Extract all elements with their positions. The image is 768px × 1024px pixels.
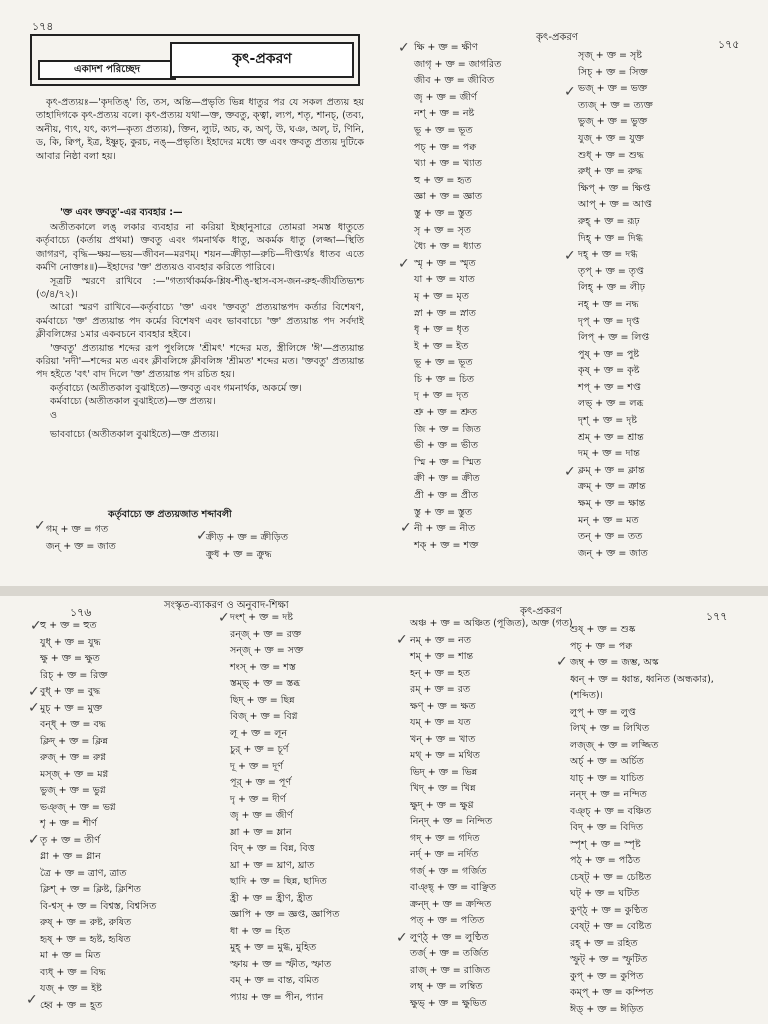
- word-entry: শম্ + ক্ত = শান্ত: [410, 651, 474, 662]
- running-head: কৃৎ-প্রকরণ: [536, 32, 578, 43]
- word-entry: ভজ্ + ক্ত = ভক্ত: [578, 83, 648, 95]
- word-entry: রম্ + ক্ত = রত: [410, 684, 471, 695]
- word-entry: খন্ + ক্ত = খাত: [410, 733, 476, 745]
- word-entry: হ্রী + ক্ত = হ্রীণ, হ্রীত: [230, 892, 313, 904]
- word-entry: ত্যজ্ + ক্ত = ত্যক্ত: [578, 99, 653, 111]
- word-entry: খ্যা + ক্ত = খ্যাত: [414, 158, 482, 170]
- usage-paragraphs: [36, 221, 364, 442]
- paragraph-ktavatu-forms: 'ক্তবতু' প্রত্যয়ান্ত শব্দের রূপ পুংলিঙ্গে 'শ্রীমৎ' শব্দের মত, স্ত্রীলিঙ্গে 'ঈ'—প্রত্যয়ান্ত করিয়া 'নদী'—শব্দের মত এবং ক্লীবলিঙ্গে ক্লীবলিঙ্গ 'শ্রীমত' শব্দের মত। 'ক্তবতু' প্রত্যয়ান্ত পদ হইতে 'বৎ' বাদ দিলে 'ক্ত' প্রত্যয়ান্ত পদ রচিত হয়।: [36, 342, 364, 381]
- word-entry: হন্ + ক্ত = হত: [410, 667, 471, 679]
- word-entry: ছাদি + ক্ত = ছিন্ন, ছাদিত: [230, 876, 327, 887]
- word-entry: শৄ + ক্ত = শীর্ণ: [40, 818, 97, 829]
- word-entry: পত্ + ক্ত = পতিত: [410, 915, 485, 926]
- word-entry: দৄ + ক্ত = দীর্ণ: [230, 793, 286, 805]
- word-entry: নিন্দ্ + ক্ত = নিন্দিত: [410, 816, 493, 827]
- word-entry: মথ্ + ক্ত = মথিত: [410, 750, 480, 761]
- word-entry: যজ্ + ক্ত = ইষ্ট: [40, 983, 102, 994]
- word-entry: চুর্ + ক্ত = চূর্ণ: [230, 744, 289, 755]
- word-entry: খিদ্ + ক্ত = খিন্ন: [410, 783, 476, 794]
- word-entry: পুষ্ + ক্ত = পুষ্ট: [578, 348, 640, 360]
- word-entry: বি-শ্বস্ + ক্ত = বিশ্বস্ত, বিশ্বসিত: [40, 900, 157, 912]
- word-entry: প্রী + ক্ত = প্রীত: [414, 490, 478, 502]
- word-entry: চি + ক্ত = চিত: [414, 373, 475, 385]
- word-entry: নম্ + ক্ত = নত: [410, 634, 471, 646]
- word-entry: ক্ষম্ + ক্ত = ক্ষান্ত: [578, 498, 646, 510]
- paragraph-remember: আরো স্মরণ রাখিবে—কর্তৃবাচ্যে 'ক্ত' এবং 'ক্তবতু' প্রত্যয়ান্তপদ কর্তার বিশেষণ, কর্মবাচ্যে 'ক্ত' প্রত্যয়ান্ত পদ কর্মের বিশেষণ এবং ভাববাচ্যে 'ক্ত' প্রত্যয়ান্ত পদ সর্বদাই ক্লীবলিঙ্গের ১মার একবচনে ব্যবহার হইবে।: [36, 302, 364, 341]
- word-entry: ই + ক্ত = ইত: [414, 340, 469, 352]
- word-entry: স্না + ক্ত = স্নাত: [414, 307, 476, 319]
- word-entry: হু + ক্ত = হৃত: [414, 174, 472, 186]
- word-entry: ক্ষণ্ + ক্ত = ক্ষত: [410, 700, 476, 712]
- page-number: ১৭৬: [70, 606, 92, 619]
- word-entry: যুজ্ + ক্ত = যুক্ত: [578, 132, 644, 144]
- examples-left-column: [46, 522, 116, 555]
- word-entry: ভিদ্ + ক্ত = ভিন্ন: [410, 766, 478, 778]
- word-entry: অর্চ্ + ক্ত = অর্চিত: [570, 756, 644, 767]
- word-entry: যুধ্ + ক্ত = যুদ্ধ: [40, 636, 101, 648]
- word-entry: নন্দ্ + ক্ত = নন্দিত: [570, 789, 647, 800]
- example-item: ক্রুধ + ক্ত = ক্রুদ্ধ: [206, 548, 272, 560]
- word-entry: নর্দ্ + ক্ত = নর্দিত: [410, 849, 479, 860]
- handwritten-tick-icon: ✓: [30, 618, 42, 634]
- word-entry: বিদ্ + ক্ত = বিন্ন, বিত্ত: [230, 843, 315, 854]
- word-entry: জি + ক্ত = জিত: [414, 423, 481, 435]
- word-entry: ভী + ক্ত = ভীত: [414, 440, 478, 452]
- word-entry: দৃপ্ + ক্ত = দৃপ্ত: [578, 315, 640, 327]
- word-entry: মুহ্ + ক্ত = মুগ্ধ, মুহিত: [230, 942, 317, 953]
- word-entry: ক্ষুদ্ + ক্ত = ক্ষুণ্ণ: [410, 799, 474, 811]
- word-entry: হু + ক্ত = হুত: [40, 620, 97, 631]
- word-entry: শক্ + ক্ত = শক্ত: [414, 539, 479, 551]
- word-entry: বুধ্ + ক্ত = বুদ্ধ: [40, 686, 101, 697]
- word-entry: দৃশ্ + ক্ত = দৃষ্ট: [578, 415, 637, 427]
- word-entry: রন্জ্ + ক্ত = রক্ত: [230, 628, 302, 640]
- word-entry: জন্ + ক্ত = জাত: [578, 547, 648, 559]
- word-entry: দহ্ + ক্ত = দগ্ধ: [578, 249, 638, 261]
- word-entry: রুহ্ + ক্ত = রূঢ়: [578, 215, 640, 227]
- word-entry: প্যায় + ক্ত = পীন, প্যান: [230, 991, 324, 1003]
- handwritten-tick-icon: ✓: [396, 632, 408, 648]
- word-entry: তন্ + ক্ত = তত: [578, 531, 643, 543]
- word-entry: লিহ্ + ক্ত = লীঢ়: [578, 282, 645, 294]
- word-entry: তৃপ্ + ক্ত = তৃপ্ত: [578, 265, 644, 277]
- word-entry: লিখ্ + ক্ত = লিখিত: [570, 723, 650, 734]
- word-entry: রুষ্ + ক্ত = রুষ্ট, রুষিত: [40, 917, 132, 928]
- word-entry: ভূ + ক্ত = ভূত: [414, 357, 473, 369]
- word-entry: মুচ্ + ক্ত = মুক্ত: [40, 702, 103, 714]
- word-entry: শ্রু + ক্ত = শ্রুত: [414, 407, 478, 419]
- word-entry: জাগৃ + ক্ত = জাগরিত: [414, 58, 502, 70]
- word-entry: মৃ + ক্ত = মৃত: [414, 290, 469, 302]
- word-entry: নী + ক্ত = নীত: [414, 523, 476, 535]
- word-entry: শংস্ + ক্ত = শস্ত: [230, 661, 296, 673]
- word-entry: ব্যধ্ + ক্ত = বিদ্ধ: [40, 966, 106, 978]
- word-entry: ভুজ্ + ক্ত = ভুক্ত: [578, 116, 648, 128]
- word-entry: লূ + ক্ত = লূন: [230, 727, 288, 739]
- word-entry: তর্জ্ + ক্ত = তর্জিত: [410, 948, 489, 959]
- handwritten-tick-icon: ✓: [396, 930, 408, 946]
- word-entry: দৃ + ক্ত = দৃত: [414, 390, 469, 402]
- handwritten-tick-icon: ✓: [398, 256, 410, 272]
- word-entry: জীব + ক্ত = জীবিত: [414, 75, 495, 87]
- handwritten-tick-icon: ✓: [556, 654, 568, 670]
- paragraph-usage: অতীতকালে লঙ্ লকার ব্যবহার না করিয়া ইচ্ছানুসারে তোমরা সমস্ত ধাতুতে কর্তৃবাচ্যে (কর্তায় প্রথমা) ক্তবতু এবং গমনার্থক ধাতু, অকর্মক ধাতু (লজ্জা—স্থিতি জাগরণ, বৃদ্ধি—ক্ষয়—ভয়—জীবন—মরণম্। শয়ন—ক্রীড়া—রুচি—দীপ্ত্যর্থঃ ধাতব এতে কর্মণি নোক্তাঃ॥)—ইহাদের 'ক্ত' প্রত্যয়ও ব্যবহার করিতে পারিবে।: [36, 222, 364, 274]
- word-entry: ক্লিদ্ + ক্ত = ক্লিন্ন: [40, 735, 108, 747]
- word-entry: ক্ষু + ক্ত = ক্ষুত: [40, 653, 100, 664]
- word-entry: ধা + ক্ত = হিত: [230, 925, 291, 937]
- word-entry: ম্লা + ক্ত = ম্লান: [230, 826, 292, 838]
- word-entry: মা + ক্ত = মিত: [40, 950, 101, 961]
- word-entry: রাজ্ + ক্ত = রাজিত: [410, 964, 491, 976]
- handwritten-tick-icon: ✓: [28, 684, 40, 700]
- word-entry: বেষ্ট্ + ক্ত = বেষ্টিত: [570, 921, 652, 932]
- word-entry: জৄ + ক্ত = জীর্ণ: [414, 91, 477, 103]
- word-entry: পচ্ + ক্ত = পক্ব: [414, 141, 477, 153]
- word-entry: সৃজ্ + ক্ত = সৃষ্ট: [578, 50, 642, 61]
- word-entry: রুজ্ + ক্ত = রুগ্ন: [40, 752, 107, 763]
- word-entry: ক্রম্ + ক্ত = ক্রান্ত: [578, 481, 646, 493]
- handwritten-tick-icon: ✓: [28, 700, 40, 716]
- word-list-column-1: [414, 40, 501, 554]
- handwritten-tick-icon: ✓: [400, 520, 412, 536]
- word-entry: কুপ্ + ক্ত = কুপিত: [570, 970, 644, 982]
- running-head: কৃৎ-প্রকরণ: [520, 606, 562, 617]
- chapter-header-box: [30, 34, 360, 86]
- word-entry: ক্লিশ্ + ক্ত = ক্লিষ্ট, ক্লিশিত: [40, 884, 141, 895]
- word-entry: ক্ষি + ক্ত = ক্ষীণ: [414, 42, 478, 53]
- word-entry: কুণ্ঠ্ + ক্ত = কুণ্ঠিত: [570, 904, 648, 916]
- word-list-column-2: [578, 48, 653, 562]
- word-entry: ঘ্রা + ক্ত = ঘ্রাণ, ঘ্রাত: [230, 859, 315, 871]
- word-entry: সিচ্ + ক্ত = সিক্ত: [578, 66, 648, 78]
- word-entry: লজ্জ্ + ক্ত = লজ্জিত: [570, 739, 659, 751]
- chapter-title: কৃৎ-প্রকরণ: [170, 42, 354, 78]
- word-entry: ভূ + ক্ত = ভূত: [414, 124, 473, 136]
- word-entry: হৃষ্ + ক্ত = হৃষ্ট, হৃষিত: [40, 933, 131, 945]
- word-entry: মস্জ্ + ক্ত = মগ্ন: [40, 768, 109, 780]
- page-177: [384, 596, 768, 1024]
- word-entry: কম্প্ + ক্ত = কম্পিত: [570, 987, 654, 998]
- word-entry: লিপ্ + ক্ত = লিপ্ত: [578, 332, 650, 344]
- word-entry: বিদ্ + ক্ত = বিদিত: [570, 822, 644, 833]
- examples-right-column: [206, 530, 288, 563]
- subheading-kta-ktavatu: 'ক্ত এবং ক্তবতু'-এর ব্যবহার :—: [60, 207, 183, 218]
- word-entry: (শব্দিত)।: [570, 690, 603, 701]
- word-entry: লুণ্ঠ্ + ক্ত = লুণ্ঠিত: [410, 931, 489, 943]
- word-entry: ত্রৈ + ক্ত = ত্রাণ, ত্রাত: [40, 867, 127, 879]
- word-entry: গর্জ্ + ক্ত = গর্জিত: [410, 865, 487, 877]
- word-entry: শুধ্ + ক্ত = শুদ্ধ: [578, 149, 644, 161]
- word-entry: দিহ্ + ক্ত = দিগ্ধ: [578, 232, 643, 244]
- word-entry: যা + ক্ত = যাত: [414, 274, 475, 286]
- word-entry: বঞ্চ্ + ক্ত = বঞ্চিত: [570, 805, 652, 817]
- word-entry: শপ্ + ক্ত = শপ্ত: [578, 381, 641, 393]
- word-entry: ঈড্ + ক্ত = ঈড়িত: [570, 1003, 644, 1015]
- word-entry: হ্বে + ক্ত = হূত: [40, 999, 103, 1011]
- word-entry: দম্ + ক্ত = দান্ত: [578, 448, 640, 460]
- word-entry: বম্ + ক্ত = বান্ত, বমিত: [230, 975, 319, 986]
- word-entry: ক্লম্ + ক্ত = ক্লান্ত: [578, 464, 645, 476]
- word-entry: গ্লা + ক্ত = গ্লান: [40, 851, 101, 862]
- paragraph-krit-definition: কৃৎ-প্রত্যয়ঃ—'কৃদতিঙ্' তি, তস, অন্তি—প্রভৃতি ভিন্ন ধাতুর পর যে সকল প্রত্যয় হয় তাহাদিগকে কৃৎ-প্রত্যয় বলে। কৃৎ-প্রত্যয় যথা—ক্ত, ক্তবতু, ক্ত্বা, ল্যপ, শতৃ, শানচ্, (তব্য, অনীয়, ণ্যৎ, যৎ, ক্যপ—কৃত্য প্রত্যয়), ক্তিন, ল্যুট, অচ, ক, অণ্, উ, ঘঞ, অল্, ট, ণিনি, ড, কি, ক্বিপ্, ইত্র, ইষ্ণুচ্, কুরচ, নঙ্—প্রভৃতি। ইহাদের মধ্যে ক্ত এবং ক্তবতু প্রত্যয় দুটিকে আবার নিষ্ঠা বলা হয়।: [36, 97, 364, 162]
- word-entry: সৃ + ক্ত = সৃত: [414, 224, 471, 236]
- word-entry: পঠ্ + ক্ত = পঠিত: [570, 855, 641, 866]
- word-list-column-1: [40, 618, 156, 1014]
- page-number: ১৭৫: [718, 38, 740, 51]
- word-entry: ভঞ্জ্ + ক্ত = ভগ্ন: [40, 801, 116, 813]
- word-entry: দূ + ক্ত = দূর্ণ: [230, 760, 283, 772]
- page-number: ১৭৪: [32, 20, 54, 33]
- word-entry: জৄ + ক্ত = জীর্ণ: [230, 810, 293, 821]
- word-entry: ধ্বন্ + ক্ত = ধ্বান্ত, ধ্বনিত (অন্ধকার),: [570, 673, 714, 685]
- word-entry: বিজ্ + ক্ত = বিগ্ন: [230, 711, 298, 722]
- handwritten-tick-icon: ✓: [564, 84, 576, 100]
- word-entry: ছিদ্ + ক্ত = ছিন্ন: [230, 694, 295, 706]
- word-entry: জ্ঞা + ক্ত = জ্ঞাত: [414, 191, 483, 203]
- handwritten-tick-icon: ✓: [398, 40, 410, 56]
- word-entry: পচ্ + ক্ত = পক্ব: [570, 640, 633, 652]
- word-entry: স্তু + ক্ত = স্তুত: [414, 506, 473, 518]
- word-entry: তৄ + ক্ত = তীর্ণ: [40, 834, 100, 846]
- word-entry: পূর্ + ক্ত = পূর্ণ: [230, 777, 292, 788]
- chapter-number-label: একাদশ পরিচ্ছেদ: [38, 60, 176, 80]
- rule-connector: ও: [50, 409, 57, 421]
- word-entry: গদ্ + ক্ত = গদিত: [410, 832, 480, 844]
- word-entry: নশ্ + ক্ত = নষ্ট: [414, 108, 475, 120]
- word-entry: স্ফায় + ক্ত = স্ফীত, স্ফাত: [230, 958, 332, 970]
- word-entry: স্তম্ভ্ + ক্ত = স্তব্ধ: [230, 678, 301, 689]
- word-entry: কৃষ্ + ক্ত = কৃষ্ট: [578, 365, 640, 377]
- paragraph-sutra: সূত্রটি স্মরণে রাখিবে :—"গত্যর্থাকর্মক-শ্লিষ-শীঙ্-স্থাস-বস-জন-রুহ-জীর্যতিভ্যশ্চ (৩/৪/৭২)।: [36, 275, 364, 301]
- word-entry: বাঞ্ছ্ + ক্ত = বাঞ্ছিত: [410, 882, 496, 893]
- handwritten-tick-icon: ✓: [34, 518, 46, 534]
- word-entry: যাচ্ + ক্ত = যাচিত: [570, 772, 644, 784]
- word-entry: মন্ + ক্ত = মত: [578, 514, 639, 526]
- word-entry: আপ্ + ক্ত = আপ্ত: [578, 199, 652, 211]
- word-entry: ক্রী + ক্ত = ক্রীত: [414, 473, 480, 485]
- word-entry: শ্রম্ + ক্ত = শ্রান্ত: [578, 431, 644, 443]
- word-entry: চেষ্ট্ + ক্ত = চেষ্টিত: [570, 871, 652, 883]
- running-head: সংস্কৃত-ব্যাকরণ ও অনুবাদ-শিক্ষা: [164, 600, 289, 611]
- page-175: [384, 0, 768, 586]
- word-entry: ক্ষুভ্ + ক্ত = ক্ষুভিত: [410, 997, 487, 1009]
- word-entry: শুষ্ + ক্ত = শুষ্ক: [570, 624, 636, 635]
- word-entry: ক্ষিপ্ + ক্ত = ক্ষিপ্ত: [578, 182, 651, 194]
- word-entry: রহ্ + ক্ত = রহিত: [570, 937, 638, 949]
- word-entry: রুধ্ + ক্ত = রুদ্ধ: [578, 166, 643, 178]
- word-entry: লভ্ + ক্ত = লব্ধ: [578, 398, 644, 410]
- example-item: গম্ + ক্ত = গত: [46, 524, 109, 535]
- word-entry: স্তু + ক্ত = স্তুত: [414, 207, 473, 219]
- handwritten-tick-icon: ✓: [28, 832, 40, 848]
- word-entry: স্ফুট্ + ক্ত = স্ফুটিত: [570, 954, 648, 965]
- word-entry: ভুজ্ + ক্ত = ভুগ্ন: [40, 785, 106, 796]
- rule-karma-vachya: কর্মবাচ্যে (অতীতকাল বুঝাইতে)—ক্ত প্রত্যয়।: [50, 396, 216, 408]
- word-entry: ক্রন্দ্ + ক্ত = ক্রন্দিত: [410, 898, 492, 910]
- word-entry: ধ্যৈ + ক্ত = ধ্যাত: [414, 241, 482, 253]
- page-176: [0, 596, 384, 1024]
- word-entry: জম্ব্ + ক্ত = জম্ভ, অস্ক: [570, 657, 659, 668]
- word-entry: ঘট্ + ক্ত = ঘটিত: [570, 888, 640, 899]
- page-number: ১৭৭: [706, 610, 728, 623]
- word-entry: অঞ্চ + ক্ত = অঞ্চিত (পূজিত), অক্ত (গত): [410, 618, 573, 629]
- handwritten-tick-icon: ✓: [564, 248, 576, 264]
- word-entry: নহ্ + ক্ত = নদ্ধ: [578, 298, 639, 310]
- word-entry: জ্ঞাপি + ক্ত = জ্ঞপ্ত, জ্ঞাপিত: [230, 909, 340, 920]
- rule-bhava-vachya: ভাববাচ্যে (অতীতকাল বুঝাইতে)—ক্ত প্রত্যয়।: [50, 429, 219, 441]
- intro-paragraphs: [36, 96, 364, 163]
- word-list-column-1: [410, 616, 573, 1012]
- example-item: ক্রীড় + ক্ত = ক্রীড়িত: [206, 532, 288, 543]
- rule-kartri-vachya: কর্তৃবাচ্যে (অতীতকাল বুঝাইতে)—ক্তবতু এবং গমনার্থক, অকর্মে ক্ত।: [50, 382, 302, 394]
- word-entry: যম্ + ক্ত = যত: [410, 717, 471, 728]
- handwritten-tick-icon: ✓: [218, 610, 230, 626]
- word-entry: স্মৃ + ক্ত = স্মৃত: [414, 257, 476, 269]
- handwritten-tick-icon: ✓: [26, 992, 38, 1008]
- example-item: জন্ + ক্ত = জাত: [46, 540, 116, 552]
- word-entry: স্মি + ক্ত = স্মিত: [414, 456, 482, 468]
- word-list-column-2: [230, 610, 339, 1006]
- word-entry: সন্জ্ + ক্ত = সক্ত: [230, 645, 304, 656]
- word-entry: লম্ব্ + ক্ত = লম্বিত: [410, 981, 483, 992]
- handwritten-tick-icon: ✓: [564, 464, 576, 480]
- word-entry: স্পৃশ্ + ক্ত = স্পৃষ্ট: [570, 838, 641, 850]
- word-entry: লুপ্ + ক্ত = লুপ্ত: [570, 706, 636, 718]
- page-174: [0, 0, 384, 586]
- word-entry: ধৃ + ক্ত = ধৃত: [414, 324, 470, 336]
- word-entry: বন্ধ্ + ক্ত = বদ্ধ: [40, 719, 106, 730]
- word-entry: দংশ্ + ক্ত = দষ্ট: [230, 612, 293, 623]
- handwritten-tick-icon: ✓: [196, 528, 208, 544]
- examples-heading: কর্তৃবাচ্যে ক্ত প্রত্যয়জাত শব্দাবলী: [108, 509, 232, 520]
- word-entry: রিচ্ + ক্ত = রিক্ত: [40, 669, 108, 681]
- word-list-column-2: [570, 622, 714, 1018]
